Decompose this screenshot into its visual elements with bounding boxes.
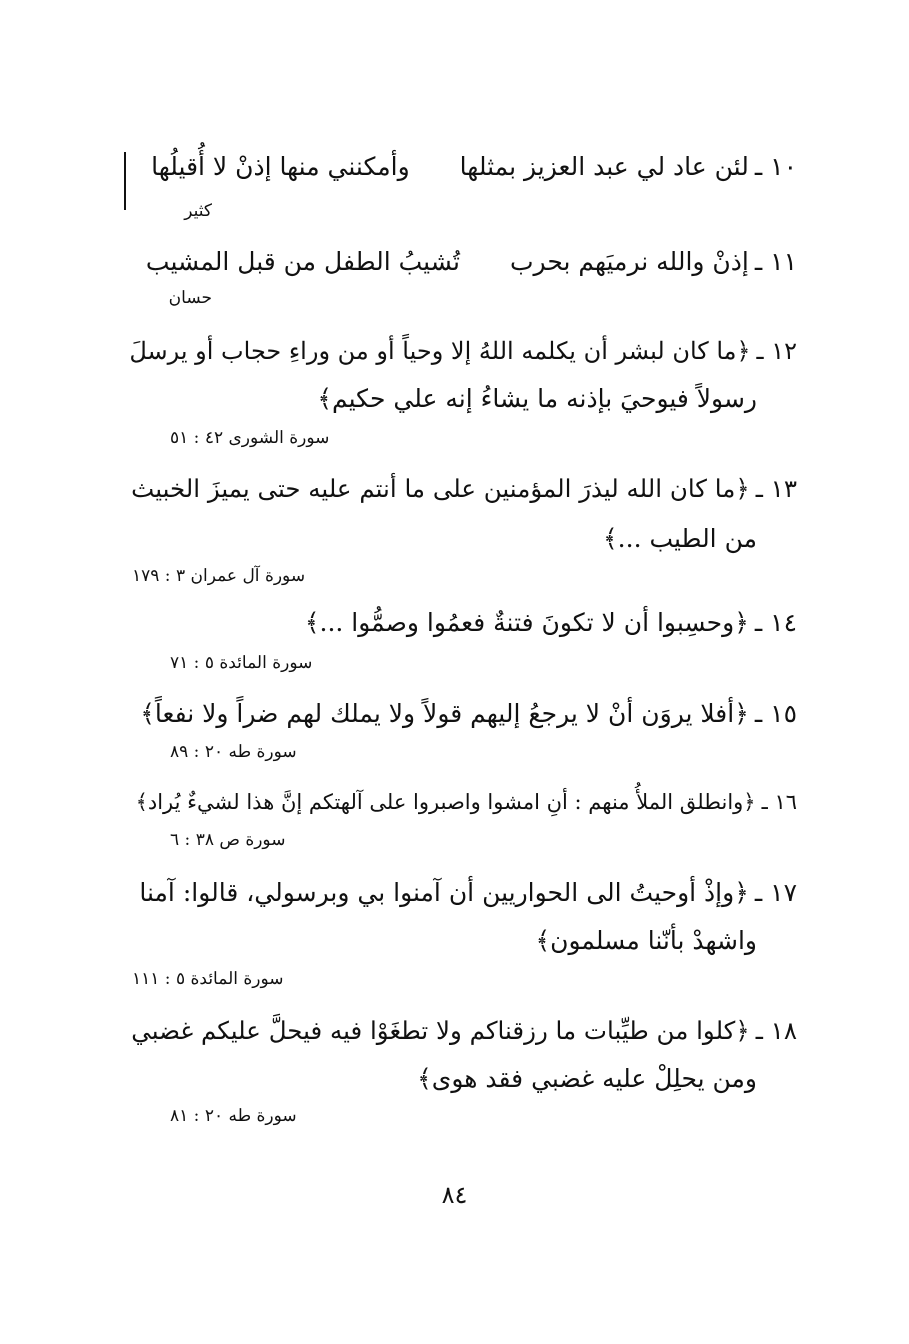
entry-13-source: سورة آل عمران ٣ : ١٧٩ [132,566,306,586]
entry-12-line-2: رسولاً فيوحيَ بإذنه ما يشاءُ إنه علي حكيم﴾ [317,384,757,413]
entry-13-line-1 [130,472,797,506]
entry-number: ١٠ ـ [754,152,797,181]
hemistich-1: إذنْ والله نرميَهم بحرب [509,247,749,276]
entry-17-source: سورة المائدة ٥ : ١١١ [132,969,284,989]
entry-10-line-1 [130,150,797,184]
verse-text: ﴿وإذْ أوحيتُ الى الحواريين أن آمنوا بي وبرسولي، قالوا: آمنا [139,878,749,907]
entry-10-source: كثير [184,201,212,221]
entry-11-source: حسان [168,288,212,308]
entry-16-source: سورة ص ٣٨ : ٦ [170,830,286,850]
entry-number: ١٣ ـ [755,474,797,503]
entry-17-line-1 [130,876,797,910]
hemistich-2: وأمكنني منها إذنْ لا أُقيلُها [151,152,410,181]
hemistich-2: تُشيبُ الطفل من قبل المشيب [145,247,460,276]
entry-14-line-1 [130,606,797,640]
verse-text: ﴿أفلا يروَن أنْ لا يرجعُ إليهم قولاً ولا يملك لهم ضراً ولا نفعاً﴾ [140,699,749,728]
verse-text: ﴿ما كان الله ليذرَ المؤمنين على ما أنتم عليه حتى يميزَ الخبيث [131,474,750,503]
entry-17-line-2: واشهدْ بأنّنا مسلمون﴾ [535,926,757,955]
entry-number: ١٢ ـ [756,337,797,365]
entry-number: ١١ ـ [754,247,797,276]
entry-number: ١٧ ـ [754,878,797,907]
verse-text: ﴿وحسِبوا أن لا تكونَ فتنةٌ فعمُوا وصمُّوا ...﴾ [304,608,749,637]
entry-18-line-2: ومن يحلِلْ عليه غضبي فقد هوى﴾ [417,1064,757,1093]
hemistich-1: لئن عاد لي عبد العزيز بمثلها [459,152,749,181]
entry-16-line-1 [130,785,797,819]
entry-18-source: سورة طه ٢٠ : ٨١ [170,1106,297,1126]
entry-15-line-1 [130,697,797,731]
entry-number: ١٦ ـ [761,790,797,814]
entry-12-source: سورة الشورى ٤٢ : ٥١ [170,428,330,448]
verse-text: ﴿ما كان لبشر أن يكلمه اللهُ إلا وحياً أو من وراءِ حجاب أو يرسلَ [129,337,751,365]
entry-15-source: سورة طه ٢٠ : ٨٩ [170,742,297,762]
verse-text: ﴿وانطلق الملأُ منهم : أنِ امشوا واصبروا على آلهتكم إنَّ هذا لشيءٌ يُراد﴾ [135,790,756,814]
verse-text: ﴿كلوا من طيِّبات ما رزقناكم ولا تطغَوْا فيه فيحلَّ عليكم غضبي [131,1016,750,1045]
entry-number: ١٨ ـ [755,1016,797,1045]
entry-number: ١٤ ـ [754,608,797,637]
entry-18-line-1 [130,1014,797,1048]
entry-11-line-1 [130,245,797,279]
page-number: ٨٤ [441,1181,468,1209]
entry-number: ١٥ ـ [754,699,797,728]
margin-bar [124,152,126,210]
entry-13-line-2: من الطيب ...﴾ [603,524,757,553]
entry-12-line-1 [130,334,797,368]
entry-14-source: سورة المائدة ٥ : ٧١ [170,653,313,673]
